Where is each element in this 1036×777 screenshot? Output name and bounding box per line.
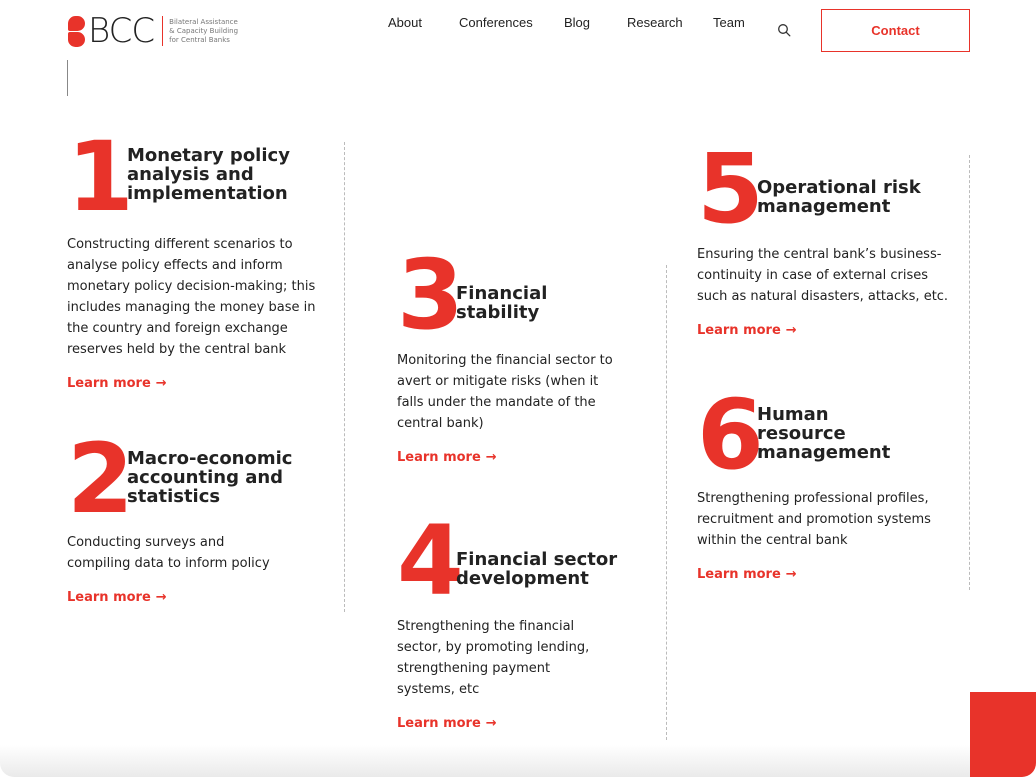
service-card — [67, 423, 337, 605]
learn-more-label: Learn more — [397, 450, 481, 465]
card-title-line: resource — [757, 423, 846, 444]
card-description-line: within the central bank — [697, 533, 848, 548]
logo-mark — [68, 16, 86, 46]
card-description-line: Monitoring the financial sector to — [397, 353, 613, 368]
learn-more-label: Learn more — [67, 376, 151, 391]
service-card — [397, 505, 657, 731]
learn-more-link[interactable] — [67, 590, 167, 605]
logo-divider — [162, 16, 163, 46]
card-title-line: statistics — [127, 486, 221, 507]
learn-more-label: Learn more — [697, 567, 781, 582]
card-description-line: monetary policy decision-making; this — [67, 279, 316, 294]
card-number: 5 — [697, 133, 760, 245]
card-description — [67, 532, 337, 574]
card-description-line: sector, by promoting lending, — [397, 640, 590, 655]
contact-button[interactable]: Contact — [821, 9, 970, 52]
card-title-line: Operational risk — [757, 177, 921, 198]
card-title-line: analysis and — [127, 164, 254, 185]
card-description-line: such as natural disasters, attacks, etc. — [697, 289, 949, 304]
decorative-red-block — [970, 692, 1036, 777]
card-number: 3 — [397, 239, 460, 351]
card-title — [456, 284, 547, 322]
card-title-line: stability — [456, 302, 540, 323]
card-description — [67, 234, 337, 360]
column-divider — [666, 265, 667, 740]
card-description-line: falls under the mandate of the — [397, 395, 596, 410]
card-title-line: Financial — [456, 283, 548, 304]
learn-more-link[interactable] — [397, 450, 497, 465]
nav-blog[interactable]: Blog — [564, 14, 591, 30]
service-card — [697, 379, 962, 582]
card-number: 6 — [697, 379, 760, 491]
card-description-line: avert or mitigate risks (when it — [397, 374, 599, 389]
arrow-right-icon: → — [155, 590, 167, 605]
card-description-line: reserves held by the central bank — [67, 342, 287, 357]
learn-more-link[interactable] — [697, 567, 797, 582]
card-description-line: Strengthening professional profiles, — [697, 491, 929, 506]
card-description-line: continuity in case of external crises — [697, 268, 928, 283]
card-description — [397, 616, 657, 700]
card-number: 1 — [67, 121, 130, 233]
logo-tagline-line: Bilateral Assistance — [169, 17, 238, 26]
learn-more-link[interactable] — [697, 323, 797, 338]
service-card — [67, 121, 337, 391]
card-title-line: Financial sector — [456, 549, 618, 570]
bottom-shadow — [0, 745, 1036, 777]
card-description-line: Strengthening the financial — [397, 619, 575, 634]
logo-tagline-line: for Central Banks — [169, 35, 230, 44]
arrow-right-icon: → — [155, 376, 167, 391]
learn-more-label: Learn more — [397, 716, 481, 731]
nav-team[interactable]: Team — [713, 14, 745, 30]
card-description — [697, 488, 962, 551]
service-card — [697, 133, 962, 338]
card-description-line: central bank) — [397, 416, 484, 431]
card-title-line: management — [757, 196, 891, 217]
card-title — [757, 405, 890, 462]
nav-conferences[interactable]: Conferences — [459, 14, 533, 30]
card-description-line: Ensuring the central bank’s business- — [697, 247, 942, 262]
card-description-line: compiling data to inform policy — [67, 556, 270, 571]
card-description-line: Conducting surveys and — [67, 535, 225, 550]
card-description-line: Constructing different scenarios to — [67, 237, 293, 252]
column-divider — [969, 155, 970, 590]
learn-more-label: Learn more — [697, 323, 781, 338]
card-title — [127, 146, 290, 203]
logo-tagline — [169, 18, 249, 45]
arrow-right-icon: → — [785, 323, 797, 338]
divider — [67, 60, 68, 96]
search-icon[interactable] — [777, 23, 791, 37]
service-card — [397, 239, 657, 465]
arrow-right-icon: → — [485, 716, 497, 731]
card-title — [757, 178, 921, 216]
column-divider — [344, 142, 345, 612]
logo-text: BCC — [88, 11, 155, 51]
nav-about[interactable]: About — [388, 14, 422, 30]
nav-research[interactable]: Research — [627, 14, 683, 30]
card-title-line: Monetary policy — [127, 145, 290, 166]
card-title-line: accounting and — [127, 467, 284, 488]
card-number: 4 — [397, 505, 460, 617]
logo-tagline-line: & Capacity Building — [169, 26, 239, 35]
card-description-line: includes managing the money base in — [67, 300, 316, 315]
card-title-line: Macro-economic — [127, 448, 293, 469]
logo[interactable] — [68, 11, 249, 51]
card-title-line: management — [757, 442, 891, 463]
arrow-right-icon: → — [785, 567, 797, 582]
card-description-line: strengthening payment — [397, 661, 551, 676]
card-description — [697, 244, 962, 307]
card-number: 2 — [67, 423, 130, 535]
arrow-right-icon: → — [485, 450, 497, 465]
card-title — [127, 449, 292, 506]
card-description-line: the country and foreign exchange — [67, 321, 288, 336]
card-description — [397, 350, 657, 434]
learn-more-link[interactable] — [67, 376, 167, 391]
card-title-line: Human — [757, 404, 829, 425]
card-title — [456, 550, 617, 588]
learn-more-link[interactable] — [397, 716, 497, 731]
card-description-line: analyse policy effects and inform — [67, 258, 283, 273]
card-description-line: recruitment and promotion systems — [697, 512, 931, 527]
card-title-line: development — [456, 568, 589, 589]
learn-more-label: Learn more — [67, 590, 151, 605]
card-title-line: implementation — [127, 183, 288, 204]
card-description-line: systems, etc — [397, 682, 480, 697]
